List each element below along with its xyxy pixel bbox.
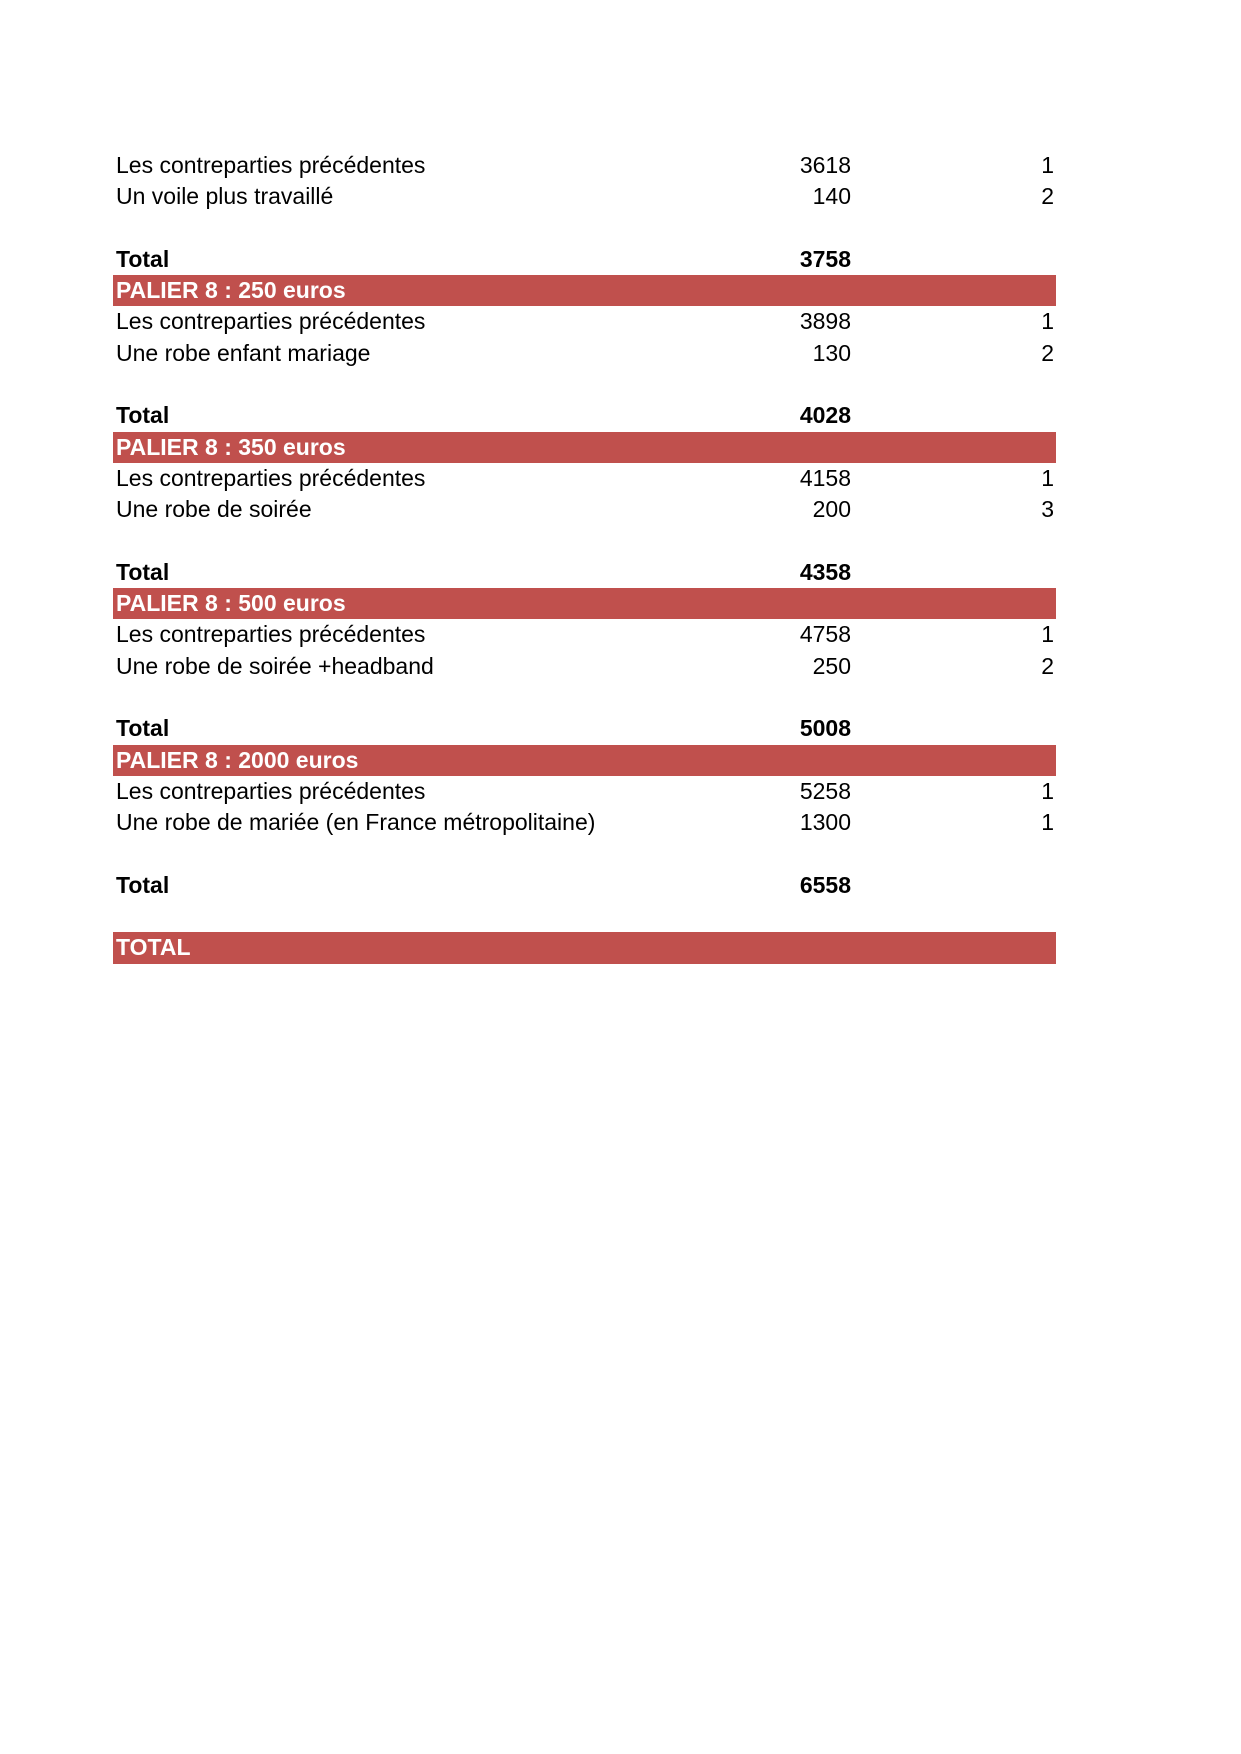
table-row [113, 776, 1056, 807]
total-label: Total [116, 871, 170, 898]
total-value: 6558 [799, 871, 851, 898]
tier-header [113, 588, 1056, 619]
total-label: Total [116, 558, 170, 585]
item-label: Les contreparties précédentes [116, 621, 426, 648]
item-qty: 2 [1041, 183, 1054, 210]
item-label: Un voile plus travaillé [116, 183, 334, 210]
item-amount: 200 [812, 496, 851, 523]
blank-row [113, 526, 1056, 557]
spreadsheet-sheet [113, 150, 1056, 964]
item-label: Une robe de soirée [116, 496, 312, 523]
table-row [113, 807, 1056, 838]
item-amount: 250 [812, 652, 851, 679]
total-row [113, 244, 1056, 275]
item-qty: 1 [1041, 621, 1054, 648]
total-label: Total [116, 715, 170, 742]
tier-header [113, 745, 1056, 776]
item-amount: 3618 [799, 152, 851, 178]
item-qty: 1 [1041, 308, 1054, 335]
item-label: Une robe enfant mariage [116, 339, 371, 366]
item-qty: 1 [1041, 809, 1054, 836]
blank-row [113, 682, 1056, 713]
blank-row [113, 369, 1056, 400]
blank-row [113, 901, 1056, 932]
item-qty: 1 [1041, 464, 1054, 491]
item-qty: 3 [1041, 496, 1054, 523]
total-value: 4358 [799, 558, 851, 585]
item-label: Une robe de mariée (en France métropolitaine) [116, 809, 596, 836]
item-amount: 1300 [799, 809, 851, 836]
table-row [113, 463, 1056, 494]
table-row [113, 651, 1056, 682]
item-amount: 130 [812, 339, 851, 366]
item-qty: 1 [1041, 777, 1054, 804]
item-label: Les contreparties précédentes [116, 152, 426, 178]
item-label: Les contreparties précédentes [116, 308, 426, 335]
total-value: 5008 [799, 715, 851, 742]
item-amount: 140 [812, 183, 851, 210]
tier-header-label: PALIER 8 : 350 euros [116, 433, 346, 460]
item-label: Une robe de soirée +headband [116, 652, 434, 679]
total-row [113, 713, 1056, 744]
item-amount: 4158 [799, 464, 851, 491]
table-row [113, 494, 1056, 525]
table-row [113, 619, 1056, 650]
grand-total-header [113, 932, 1056, 963]
table-row [113, 150, 1056, 181]
item-qty: 1 [1041, 152, 1054, 178]
tier-header [113, 275, 1056, 306]
table-row [113, 181, 1056, 212]
tier-header-label: PALIER 8 : 2000 euros [116, 746, 359, 773]
item-qty: 2 [1041, 652, 1054, 679]
item-label: Les contreparties précédentes [116, 777, 426, 804]
item-amount: 3898 [799, 308, 851, 335]
item-label: Les contreparties précédentes [116, 464, 426, 491]
tier-header-label: PALIER 8 : 250 euros [116, 277, 346, 304]
item-qty: 2 [1041, 339, 1054, 366]
grand-total-label: TOTAL [116, 934, 191, 961]
table-row [113, 338, 1056, 369]
total-row [113, 870, 1056, 901]
blank-row [113, 213, 1056, 244]
total-value: 4028 [799, 402, 851, 429]
item-amount: 5258 [799, 777, 851, 804]
item-amount: 4758 [799, 621, 851, 648]
total-row [113, 400, 1056, 431]
table-row [113, 306, 1056, 337]
total-value: 3758 [799, 245, 851, 272]
tier-header [113, 432, 1056, 463]
blank-row [113, 839, 1056, 870]
tier-header-label: PALIER 8 : 500 euros [116, 590, 346, 617]
total-label: Total [116, 402, 170, 429]
total-label: Total [116, 245, 170, 272]
total-row [113, 557, 1056, 588]
